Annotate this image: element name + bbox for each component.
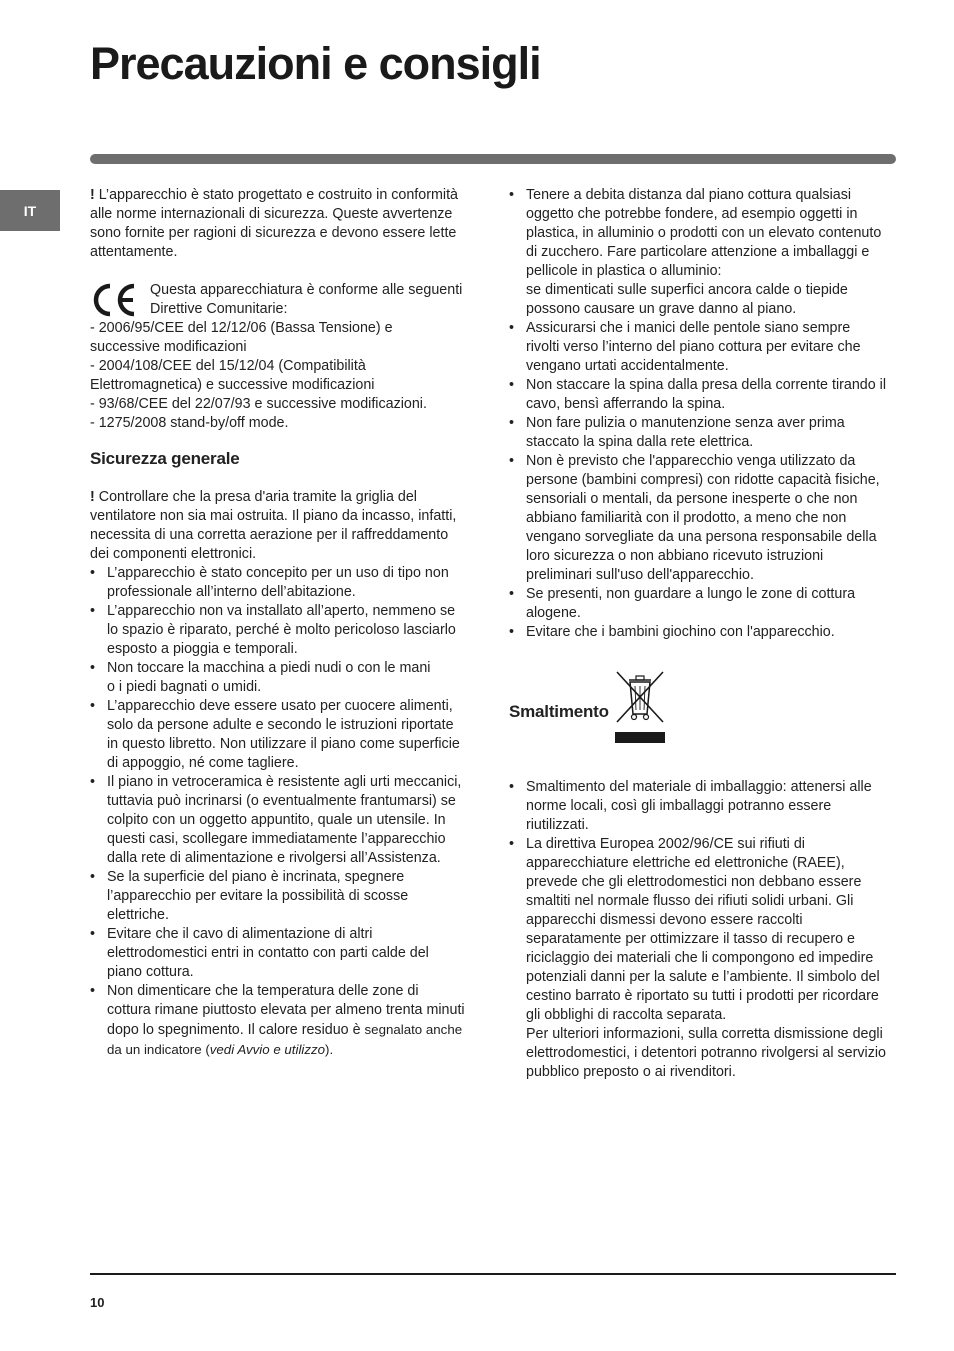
directive-item: - 93/68/CEE del 22/07/93 e successive modificazioni.	[90, 396, 427, 412]
list-item: • L’apparecchio è stato concepito per un uso di tipo non professionale all’interno dell’abitazione.	[90, 564, 466, 602]
list-item: • L’apparecchio deve essere usato per cuocere alimenti, solo da persone adulte e secondo le istruzioni riportate in questo libretto. Non utilizzare il piano come superficie di appoggio, né come tagliere.	[90, 697, 466, 773]
list-item: • Non staccare la spina dalla presa della corrente tirando il cavo, bensì afferrando la spina.	[509, 376, 887, 414]
safety-warning	[90, 488, 466, 564]
page-number: 10	[90, 1295, 105, 1310]
list-item: • L’apparecchio non va installato all’aperto, nemmeno se lo spazio è riparato, perché è molto pericoloso lasciarlo esposto a pioggia e temporali.	[90, 602, 466, 659]
footer-divider	[90, 1273, 896, 1275]
safety-warning-text: Controllare che la presa d'aria tramite la griglia del ventilatore non sia mai ostruita. Il piano da incasso, infatti, necessita di una corretta aerazione per il raffreddamento dei componenti elettronici.	[90, 489, 457, 562]
crossed-out-bin-icon	[613, 670, 667, 744]
list-item: • Assicurarsi che i manici delle pentole siano sempre rivolti verso l’interno del piano cottura per evitare che vengano urtati accidentalmente.	[509, 319, 887, 376]
list-item	[90, 982, 466, 1060]
directive-list	[90, 319, 466, 433]
safety-heading: Sicurezza generale	[90, 449, 240, 468]
safety-list-right	[509, 186, 887, 642]
language-tab-label: IT	[23, 202, 37, 219]
intro-warning	[90, 186, 466, 262]
ce-intro-text: Questa apparecchiatura è conforme alle seguenti Direttive Comunitarie:	[150, 282, 463, 317]
safety-list-left	[90, 564, 466, 1060]
list-item: • Se presenti, non guardare a lungo le zone di cottura alogene.	[509, 585, 887, 623]
page-title: Precauzioni e consigli	[90, 38, 541, 89]
directive-item: - 1275/2008 stand-by/off mode.	[90, 415, 289, 431]
warning-mark: !	[90, 489, 95, 505]
directive-item: - 2004/108/CEE del 15/12/04 (Compatibilità Elettromagnetica) e successive modificazioni	[90, 358, 375, 393]
list-item-text: Non dimenticare che la temperatura delle zone di cottura rimane piuttosto elevata per almeno trenta minuti dopo lo spegnimento. Il calore residuo è	[107, 983, 465, 1038]
list-item: • Evitare che il cavo di alimentazione di altri elettrodomestici entri in contatto con parti calde del piano cottura.	[90, 925, 466, 982]
list-item: • Non fare pulizia o manutenzione senza aver prima staccato la spina dalla rete elettrica.	[509, 414, 887, 452]
list-item: • Se la superficie del piano è incrinata, spegnere l’apparecchio per evitare la possibilità di scosse elettriche.	[90, 868, 466, 925]
list-item: • Evitare che i bambini giochino con l'apparecchio.	[509, 623, 887, 642]
title-divider	[90, 154, 896, 164]
list-item-text: • Tenere a debita distanza dal piano cottura qualsiasi oggetto che potrebbe fondere, ad esempio oggetti in plastica, in alluminio o prodotti con un elevato contenuto di zucchero. Fare particolare attenzione a imballaggi e pellicole in plastica o alluminio:	[526, 187, 882, 279]
list-item	[509, 835, 887, 1082]
cross-reference: vedi Avvio e utilizzo	[209, 1042, 326, 1057]
list-item: • Smaltimento del materiale di imballaggio: attenersi alle norme locali, così gli imballaggi potranno essere riutilizzati.	[509, 778, 887, 835]
list-item-continuation: Per ulteriori informazioni, sulla corretta dismissione degli elettrodomestici, i detentori potranno rivolgersi al servizio pubblico preposto o ai rivenditori.	[526, 1026, 886, 1080]
list-item-continuation: se dimenticati sulle superfici ancora calde o tiepide possono causare un grave danno al piano.	[526, 282, 848, 317]
list-item-line: o i piedi bagnati o umidi.	[107, 679, 262, 695]
disposal-list	[509, 778, 887, 1082]
directive-item: - 2006/95/CEE del 12/12/06 (Bassa Tensione) e successive modificazioni	[90, 320, 393, 355]
list-item: • Non è previsto che l'apparecchio venga utilizzato da persone (bambini compresi) con ridotte capacità fisiche, sensoriali o mentali, da persone inesperte o che non abbiano familiarità con il prodotto, a meno che non vengano sorvegliate da una persona responsabile della loro sicurezza o non abbiano ricevuto istruzioni preliminari sull'uso dell'apparecchio.	[509, 452, 887, 585]
intro-text: L’apparecchio è stato progettato e costruito in conformità alle norme internazionali di sicurezza. Queste avvertenze sono fornite per ragioni di sicurezza e devono essere lette attentamente.	[90, 187, 458, 260]
ce-mark-icon	[90, 281, 138, 319]
list-item	[90, 659, 466, 697]
list-item-line: • Non toccare la macchina a piedi nudi o con le mani	[107, 660, 431, 676]
closing-text: ).	[325, 1042, 334, 1057]
list-item: • Il piano in vetroceramica è resistente agli urti meccanici, tuttavia può incrinarsi (o eventualmente frantumarsi) se colpito con un oggetto appuntito, quale un utensile. In questi casi, scollegare immediatamente l’apparecchio dalla rete di alimentazione e rivolgersi all’Assistenza.	[90, 773, 466, 868]
indicator-text: segnalato anche da un indicatore (	[107, 1022, 463, 1057]
language-tab	[0, 190, 60, 231]
list-item	[509, 186, 887, 319]
list-item-text: • La direttiva Europea 2002/96/CE sui rifiuti di apparecchiature elettriche ed elettroniche (RAEE), prevede che gli elettrodomestici non debbano essere smaltiti nel normale flusso dei rifiuti solidi urbani. Gli apparecchi dismessi devono essere raccolti separatamente per ottimizzare il tasso di recupero e riciclaggio dei materiali che li compongono ed impedire potenziali danni per la salute e l’ambiente. Il simbolo del cestino barrato è riportato su tutti i prodotti per ricordare gli obblighi di raccolta separata.	[526, 836, 880, 1023]
right-column	[509, 186, 887, 1082]
warning-mark: !	[90, 187, 95, 203]
disposal-heading: Smaltimento	[509, 702, 609, 721]
disposal-header	[509, 670, 887, 762]
left-column	[90, 186, 466, 1060]
ce-conformity-block	[90, 281, 466, 433]
